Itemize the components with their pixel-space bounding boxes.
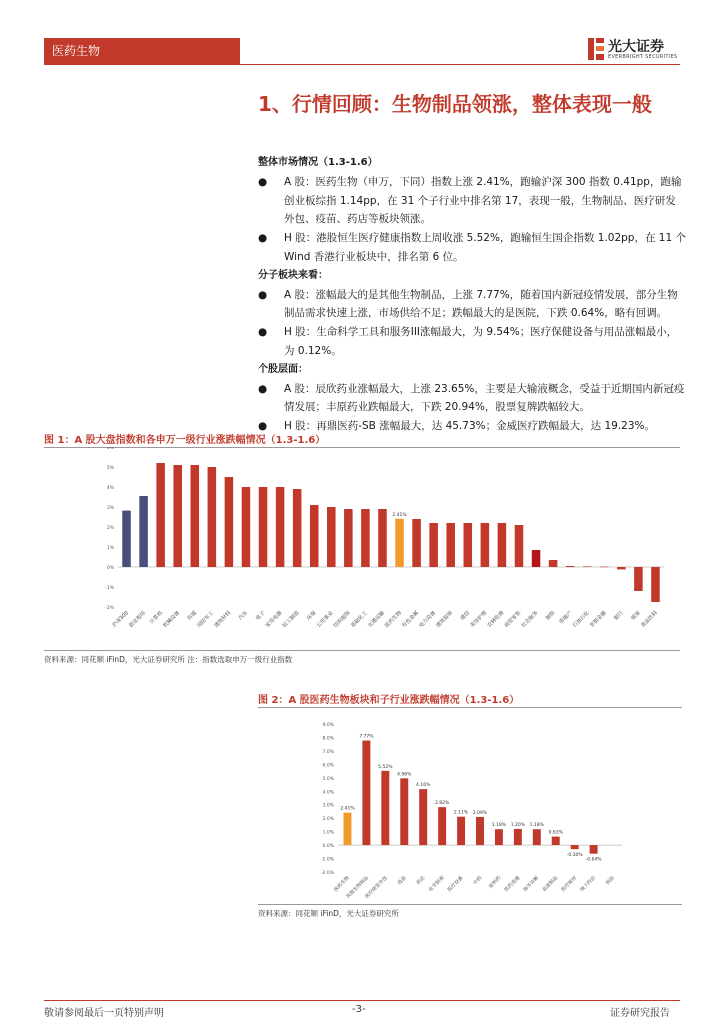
chart-bar [634, 567, 643, 591]
chart-bar [276, 487, 285, 567]
y-tick-label: 5% [106, 466, 114, 471]
x-category-label: 原料药 [488, 875, 503, 890]
chart-bar [378, 509, 387, 567]
bullet-icon: ● [258, 326, 268, 339]
chart-bar [532, 550, 541, 567]
chart-bar [156, 463, 165, 567]
chart-bar [395, 519, 404, 567]
x-category-label: 建筑材料 [213, 610, 233, 630]
bar-value-label: 1.18% [491, 823, 507, 829]
x-category-label: 社会服务 [520, 610, 540, 630]
x-category-label: 电力设备 [418, 610, 438, 630]
chart-bar [583, 566, 592, 567]
x-category-label: 国防军工 [196, 610, 216, 630]
bullet-icon: ● [258, 420, 268, 433]
chart-bar [208, 467, 217, 567]
y-tick-label: 7.0% [322, 749, 334, 755]
chart-bar [173, 465, 182, 567]
logo-text-cn: 光大证券 [608, 39, 664, 55]
chart-bar [429, 523, 438, 567]
y-tick-label: 5.0% [322, 776, 334, 782]
y-tick-label: 9.0% [322, 723, 334, 728]
y-tick-label: 6.0% [322, 763, 334, 769]
y-tick-label: 3% [106, 506, 114, 511]
chart-bar [242, 487, 251, 567]
y-tick-label: 1.0% [322, 830, 334, 836]
bullet-icon: ● [258, 382, 268, 395]
x-category-label: 公用事业 [315, 610, 335, 630]
chart-bar [362, 741, 370, 846]
bar-value-label: -0.64% [585, 857, 602, 863]
y-tick-label: 8.0% [322, 736, 334, 742]
list-item: ● H 股：港股恒生医疗健康指数上周收涨 5.52%，跑输恒生国企指数 1.02pp，在 11 个 Wind 香港行业板块中，排名第 6 位。 [258, 229, 686, 267]
x-category-label: 美容护理 [469, 610, 489, 630]
y-tick-label: 0% [106, 566, 114, 571]
chart-bar [464, 523, 473, 567]
x-category-label: 创业板综 [128, 610, 148, 630]
x-category-label: 线下药店 [579, 875, 598, 893]
chart-bar [310, 505, 319, 567]
chart-bar [552, 837, 560, 845]
chart-bar [361, 509, 370, 567]
figure2-title: 图 2：A 股医药生物板块和子行业涨跌幅情况（1.3-1.6） [258, 695, 520, 706]
list-item: ● A 股：医药生物（申万，下同）指数上涨 2.41%，跑输沪深 300 指数 0.41pp，跑输创业板综指 1.14pp，在 31 个子行业中排名第 17，表现一般，生物制品、医疗研发外包、疫苗、药店等板块领涨。 [258, 173, 686, 229]
chart-bar [191, 465, 200, 567]
bar-value-label: 4.16% [416, 783, 431, 789]
x-category-label: 建筑装饰 [435, 610, 455, 630]
figure2-source: 资料来源：同花顺 iFinD，光大证券研究所 [258, 909, 399, 918]
x-category-label: 药店 [416, 875, 427, 887]
chart-bar [515, 525, 524, 567]
x-category-label: 医药流通 [504, 875, 522, 893]
y-tick-label: -1.0% [320, 857, 334, 863]
footer-divider [44, 1000, 680, 1001]
figure1-bottom-rule [44, 650, 680, 651]
list-item: ● A 股：辰欣药业涨幅最大，上涨 23.65%，主要是大输液概念，受益于近期国内新冠疫情发展；丰原药业跌幅最大，下跌 20.94%，股票复牌跌幅较大。 [258, 380, 686, 418]
chart-bar [419, 789, 427, 845]
x-category-label: 农林牧渔 [486, 610, 506, 630]
x-category-label: 基础化工 [349, 610, 369, 630]
chart-bar [327, 507, 336, 567]
figure1-title: 图 1：A 股大盘指数和各申万一级行业涨跌幅情况（1.3-1.6） [44, 435, 326, 446]
bar-value-label: 2.11% [453, 810, 469, 816]
x-category-label: 血液制品 [542, 875, 560, 893]
x-category-label: 电子 [254, 610, 267, 622]
bar-value-label: 2.09% [472, 810, 488, 816]
figure2-chart [258, 708, 682, 904]
chart-bar [498, 523, 507, 567]
x-category-label: 纺织服饰 [332, 610, 352, 630]
chart-bar [476, 817, 484, 845]
x-category-label: 煤炭 [630, 610, 642, 622]
bar-value-label: 2.41% [340, 806, 355, 812]
chart-bar [293, 489, 302, 567]
x-category-label: 医疗研发外包 [364, 875, 389, 900]
section-tag: 医药生物 [44, 38, 240, 64]
x-category-label: 疫苗 [397, 875, 408, 887]
y-tick-label: -1% [105, 586, 114, 591]
chart-bar [481, 523, 490, 567]
chart-bar [343, 813, 351, 845]
footer-report-type: 证券研究报告 [610, 1008, 670, 1019]
x-category-label: 轻工制造 [281, 610, 301, 630]
chart-bar [617, 567, 626, 569]
logo-text-en: EVERBRIGHT SECURITIES [608, 54, 678, 60]
x-category-label: 商贸零售 [503, 610, 523, 630]
bar-value-label: 0.63% [548, 830, 563, 836]
chart-bar [549, 560, 558, 567]
chart-bar [590, 845, 598, 854]
chart-bar [400, 778, 408, 845]
figure1-chart [44, 447, 680, 647]
y-tick-label: 1% [106, 546, 114, 551]
x-category-label: 钢铁 [544, 610, 557, 622]
chart-bar [651, 567, 660, 602]
list-item: ● H 股：生命科学工具和服务III涨幅最大，为 9.54%；医疗保健设备与用品涨幅最小，为 0.12%。 [258, 323, 686, 361]
bar-value-label: 1.20% [510, 822, 526, 828]
x-category-label: 交通运输 [366, 610, 386, 630]
bar-value-label: 2.82% [434, 801, 450, 807]
logo-mark-icon [588, 38, 604, 60]
subheading-overall: 整体市场情况（1.3-1.6） [258, 157, 378, 168]
x-category-label: 通信 [459, 610, 472, 622]
chart-bar [571, 845, 579, 849]
bullet-icon: ● [258, 288, 268, 301]
chart-bar [600, 567, 609, 568]
list-item: ● H 股：再鼎医药-SB 涨幅最大，达 45.73%；金威医疗跌幅最大，达 19.23%。 [258, 417, 686, 436]
chart-bar [533, 829, 541, 845]
bar-value-label: 2.41% [392, 512, 407, 518]
x-category-label: 医疗耗材 [560, 875, 579, 893]
chart-bar [344, 509, 353, 567]
x-category-label: 计算机 [148, 610, 165, 626]
x-category-label: 家用电器 [264, 610, 284, 630]
x-category-label: 汽车 [237, 610, 250, 622]
y-tick-label: 0.0% [322, 844, 334, 850]
body-text [258, 154, 686, 436]
chart-bar [495, 829, 503, 845]
chart-bar [566, 566, 575, 567]
y-tick-label: 4% [106, 486, 114, 491]
page-number: -3- [352, 1004, 366, 1015]
x-category-label: 环保 [306, 610, 318, 622]
chart-bar [225, 477, 234, 567]
x-category-label: 医院 [605, 875, 616, 887]
company-logo [588, 36, 684, 64]
y-tick-label: -2% [105, 606, 114, 611]
chart-bar [457, 817, 465, 845]
section-title: 1、行情回顾：生物制品领涨，整体表现一般 [258, 92, 652, 116]
chart-bar [514, 829, 522, 845]
x-category-label: 房地产 [558, 610, 574, 626]
y-tick-label: 4.0% [322, 790, 334, 796]
y-tick-label: -2.0% [320, 871, 334, 876]
y-tick-label: 3.0% [322, 803, 334, 809]
chart-bar [139, 496, 148, 567]
chart-bar [259, 487, 268, 567]
x-category-label: 医药生物 [384, 610, 403, 630]
x-category-label: 体外诊断 [523, 875, 541, 893]
chart-bar [412, 519, 421, 567]
header-divider [44, 64, 680, 65]
x-category-label: 非银金融 [588, 610, 608, 630]
chart-bar [446, 523, 455, 567]
bar-value-label: -0.30% [566, 853, 583, 859]
chart-bar [381, 771, 389, 845]
x-category-label: 化学制剂 [428, 875, 446, 893]
list-item: ● A 股：涨幅最大的是其他生物制品，上涨 7.77%，随着国内新冠疫情发展，部分生物制品需求快速上涨，市场供给不足；跌幅最大的是医院，下跌 0.64%，略有回调。 [258, 286, 686, 324]
x-category-label: 石油石化 [571, 610, 591, 630]
bullet-icon: ● [258, 175, 268, 188]
bar-value-label: 4.96% [397, 772, 412, 778]
y-tick-label: 6% [106, 447, 114, 451]
bar-value-label: 7.77% [359, 734, 374, 740]
x-category-label: 其他生物制品 [345, 875, 370, 900]
footer-disclaimer: 敬请参阅最后一页特别声明 [44, 1008, 164, 1019]
chart-bar [122, 511, 131, 567]
bar-value-label: 5.52% [378, 764, 393, 770]
y-tick-label: 2% [106, 526, 114, 531]
figure1-source: 资料来源：同花顺 iFinD，光大证券研究所 注：指数选取申万一级行业指数 [44, 655, 293, 664]
figure2-bottom-rule [258, 904, 682, 905]
subheading-sectors: 分子板块来看： [258, 269, 328, 281]
x-category-label: 沪深300 [111, 610, 130, 629]
x-category-label: 机械设备 [162, 610, 182, 630]
x-category-label: 医疗设备 [447, 875, 465, 893]
subheading-stocks: 个股层面： [258, 363, 308, 375]
x-category-label: 食品饮料 [639, 610, 659, 630]
x-category-label: 有色金属 [401, 610, 421, 630]
x-category-label: 医药生物 [333, 875, 351, 893]
bar-value-label: 1.18% [529, 823, 544, 829]
x-category-label: 传媒 [186, 610, 199, 622]
y-tick-label: 2.0% [322, 817, 334, 823]
x-category-label: 中药 [473, 875, 484, 887]
chart-bar [438, 807, 446, 845]
bullet-icon: ● [258, 232, 268, 245]
x-category-label: 银行 [613, 610, 625, 622]
